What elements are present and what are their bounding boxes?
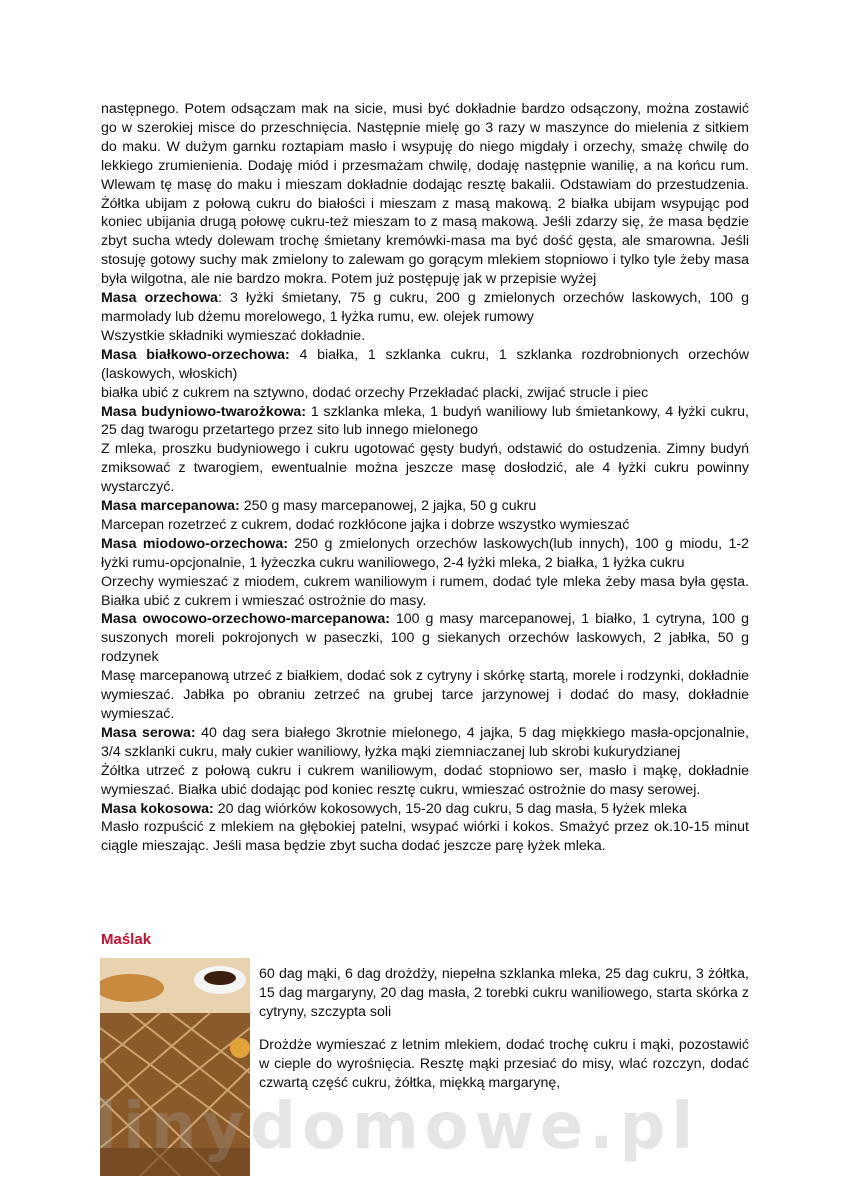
paragraph-title: Masa kokosowa:: [101, 800, 214, 817]
paragraph-title: Masa marcepanowa:: [101, 498, 240, 515]
paragraph: [101, 535, 749, 573]
paragraph-body: Marcepan rozetrzeć z cukrem, dodać rozkłócone jajka i dobrze wszystko wymieszać: [101, 516, 630, 533]
paragraph-title: Masa owocowo-orzechowo-marcepanowa:: [101, 611, 390, 628]
paragraph: [101, 610, 749, 667]
paragraph-body: Masło rozpuścić z mlekiem na głębokiej patelni, wsypać wiórki i kokos. Smażyć przez ok.10-15 minut ciągle mieszając. Jeśli masa będzie zbyt sucha dodać jeszcze parę łyżek mleka.: [101, 819, 749, 855]
paragraph: [101, 289, 749, 327]
ingredients-text: 60 dag mąki, 6 dag drożdży, niepełna szklanka mleka, 25 dag cukru, 3 żółtka, 15 dag margaryny, 20 dag masła, 2 torebki cukru waniliowego, starta skórka z cytryny, szczypta soli: [259, 966, 749, 1020]
paragraph-body: Wszystkie składniki wymieszać dokładnie.: [101, 327, 366, 344]
paragraph-body: 250 g zmielonych orzechów laskowych(lub innych), 100 g miodu, 1-2 łyżki rumu-opcjonalnie, 1 łyżeczka cukru waniliowego, 2-4 łyżki mleka, 2 białka, 1 łyżka cukru: [101, 535, 749, 571]
paragraph-body: 250 g masy marcepanowej, 2 jajka, 50 g cukru: [239, 498, 537, 515]
paragraph-body: 40 dag sera białego 3krotnie mielonego, 4 jajka, 5 dag miękkiego masła-opcjonalnie, 3/4 szklanki cukru, mały cukier waniliowy, łyżka mąki ziemniaczanej lub skrobi kukurydzianej: [101, 724, 749, 760]
paragraph-body: Masę marcepanową utrzeć z białkiem, dodać sok z cytryny i skórkę startą, morele i rodzynki, dokładnie wymieszać. Jabłka po obraniu zetrzeć na grubej tarce jarzynowej i dodać do masy, dokładnie wymieszać.: [101, 668, 749, 722]
paragraph: [101, 762, 749, 800]
paragraph-body: 1 szklanka mleka, 1 budyń waniliowy lub śmietankowy, 4 łyżki cukru, 25 dag twarogu przetartego przez sito lub innego mielonego: [101, 403, 749, 439]
paragraph-body: Z mleka, proszku budyniowego i cukru ugotować gęsty budyń, odstawić do ostudzenia. Zimny budyń zmiksować z twarogiem, ewentualnie można jeszcze masę dosłodzić, ale 4 łyżki cukru powinny wystarczyć.: [101, 441, 749, 496]
cake-illustration: [100, 958, 250, 1176]
paragraph: [101, 440, 749, 497]
paragraph: [101, 346, 749, 384]
paragraph-body: 4 białka, 1 szklanka cukru, 1 szklanka rozdrobnionych orzechów (laskowych, włoskich): [101, 346, 749, 382]
watermark: linydomowe.pl: [95, 1090, 700, 1164]
paragraph: [101, 818, 749, 856]
paragraph-title: Masa białkowo-orzechowa:: [101, 346, 290, 363]
paragraph: [101, 724, 749, 762]
paragraph-body: 100 g masy marcepanowej, 1 białko, 1 cytryna, 100 g suszonych moreli pokrojonych w paseczki, 100 g siekanych orzechów laskowych, 2 jabłka, 50 g rodzynek: [101, 611, 750, 666]
paragraph: [101, 384, 749, 403]
paragraph-body: Żółtka utrzeć z połową cukru i cukrem waniliowym, dodać stopniowo ser, masło i mąkę, dokładnie wymieszać. Białka ubić dodając pod koniec resztę cukru, wmieszać ostrożnie do masy serowej.: [101, 762, 749, 798]
paragraph-title: Masa serowa:: [101, 724, 196, 741]
paragraph-body: : 3 łyżki śmietany, 75 g cukru, 200 g zmielonych orzechów laskowych, 100 g marmolady lub dżemu morelowego, 1 łyżka rumu, ew. olejek rumowy: [101, 290, 749, 325]
method-text: Drożdże wymieszać z letnim mlekiem, dodać trochę cukru i mąki, pozostawić w cieple do wyrośnięcia. Resztę mąki przesiać do misy, wlać rozczyn, dodać czwartą część cukru, żółtka, miękką margarynę,: [259, 1036, 749, 1091]
paragraph: [101, 516, 749, 535]
paragraph-body: następnego. Potem odsączam mak na sicie, musi być dokładnie bardzo odsączony, można zostawić go w szerokiej misce do przeschnięcia. Następnie mielę go 3 razy w maszynce do mielenia z sitkiem do maku. W dużym garnku roztapiam masło i wsypuję do niego migdały i orzechy, smażę chwilę do lekkiego zrumienienia. Dodaję miód i przesmażam chwilę, dodaję następnie wanilię, a na końcu rum. Wlewam tę masę do maku i mieszam dokładnie dodając resztę bakalii. Odstawiam do przestudzenia. Żółtka ubijam z połową cukru do białości i mieszam z masą makową. 2 białka ubijam wsypując pod koniec ubijania drugą połowę cukru-też mieszam to z masą makową. Jeśli zdarzy się, że masa będzie zbyt sucha wtedy dolewam trochę śmietany kremówki-masa ma być dość gęsta, ale smarowna. Jeśli stosuję gotowy suchy mak zmielony to zalewam go gorącym mlekiem stopniowo i tylko tyle żeby masa była wilgotna, ale nie bardzo mokra. Potem już postępuję jak w przepisie wyżej: [101, 101, 749, 288]
paragraph-title: Masa orzechowa: [101, 290, 218, 307]
paragraph: [101, 100, 749, 289]
paragraph: [101, 403, 749, 441]
section-title: Maślak: [101, 931, 152, 948]
paragraph-body: Orzechy wymieszać z miodem, cukrem waniliowym i rumem, dodać tyle mleka żeby masa była gęsta. Białka ubić z cukrem i wmieszać ostrożnie do masy.: [101, 573, 749, 609]
cake-photo: [100, 958, 250, 1176]
paragraph-title: Masa budyniowo-twarożkowa:: [101, 403, 307, 420]
paragraph: [101, 327, 749, 346]
paragraph-body: 20 dag wiórków kokosowych, 15-20 dag cukru, 5 dag masła, 5 łyżek mleka: [213, 800, 687, 817]
paragraph: [101, 573, 749, 611]
recipe-text-block: [101, 100, 749, 856]
paragraph: [101, 667, 749, 724]
paragraph: [101, 800, 749, 819]
paragraph: [101, 497, 749, 516]
paragraph-body: białka ubić z cukrem na sztywno, dodać orzechy Przekładać placki, zwijać strucle i piec: [101, 384, 649, 401]
recipe-side-text: [259, 965, 749, 1106]
paragraph-title: Masa miodowo-orzechowa:: [101, 535, 288, 552]
